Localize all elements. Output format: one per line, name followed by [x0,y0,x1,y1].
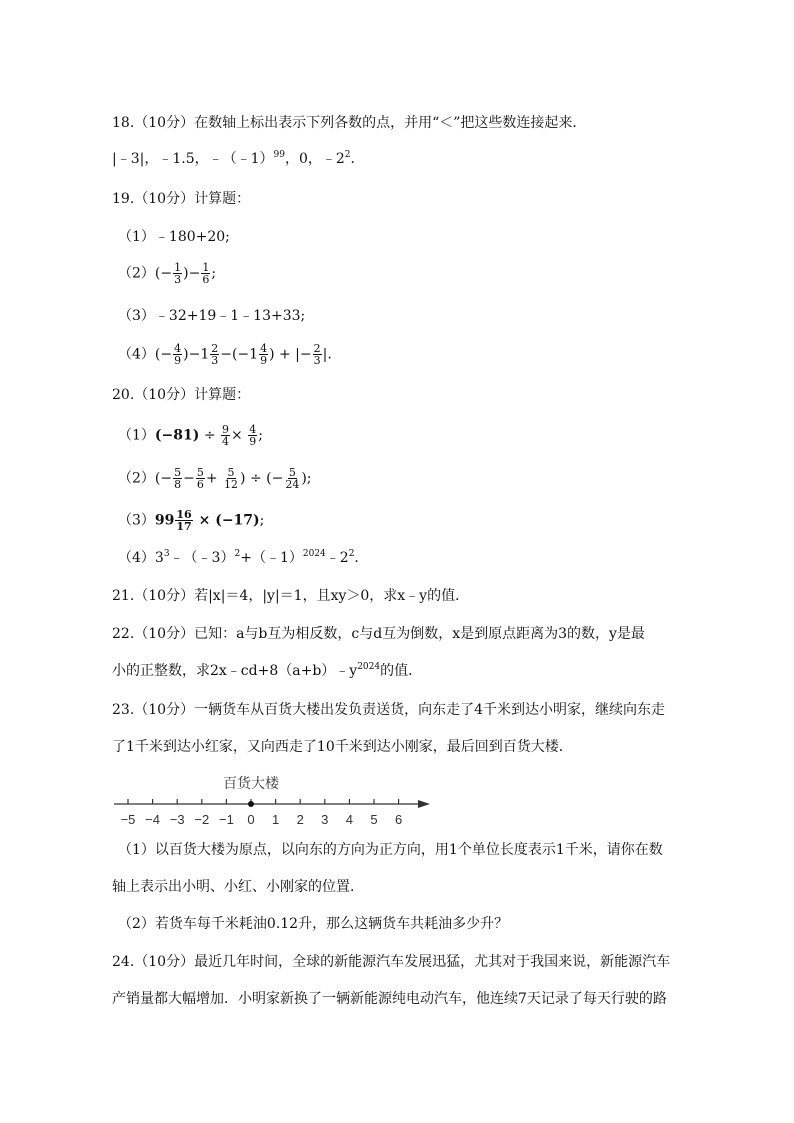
number-line-tick-label: 4 [345,812,354,827]
q19-title: 19.（10分）计算题： [112,191,251,207]
number-line-tick-label: 2 [296,812,304,827]
number-line-tick-label: 3 [321,812,329,827]
origin-point [248,801,254,807]
q21-text: 21.（10分）若|x|＝4，|y|＝1，且xy＞0，求x﹣y的值． [112,588,470,604]
q19-part3: （3）﹣32+19﹣1﹣13+33; [118,308,306,324]
q20-part2: （2）(− $\frac{5}{8}$ − $\frac{5}{6}$ + $\frac{5}{12}$ ) ÷ (− $\frac{5}{24}$ ); [118,466,312,491]
number-line-origin-label: 百货大楼 [223,775,279,791]
number-line-tick-label: −5 [120,812,136,827]
q24-line1: 24.（10分）最近几年时间，全球的新能源汽车发展迅猛，尤其对于我国来说，新能源汽车 [112,954,671,970]
q20-title: 20.（10分）计算题： [112,387,251,403]
q23-line2: 了1千米到达小红家，又向西走了10千米到达小刚家，最后回到百货大楼． [112,739,573,755]
q22-line1: 22.（10分）已知：a与b互为相反数，c与d互为倒数，x是到原点距离为3的数，y是最 [112,626,645,642]
number-line-figure [112,772,442,832]
number-line-tick-label: −1 [218,812,234,827]
number-line-tick-label: 6 [394,812,403,827]
q18-numbers: |﹣3|，﹣1.5，﹣（﹣1）$^{99}$，0，$﹣2^2$． [112,150,365,167]
q20-part4: $(4)3^3﹣(﹣3)^2+(﹣1)^{2024}﹣2^2$． [118,549,369,566]
q20-part1: （1）(−81) ÷ $\frac{9}{4}$ × $\frac{4}{9}$ ; [118,423,263,448]
q19-part2: （2）(− $\frac{1}{3}$ )− $\frac{1}{6}$ ; [118,261,217,286]
number-line-arrow [418,800,430,808]
q18-line1: 18.（10分）在数轴上标出表示下列各数的点，并用“＜”把这些数连接起来． [112,115,587,131]
q23-line1: 23.（10分）一辆货车从百货大楼出发负责送货，向东走了4千米到达小明家，继续向东走 [112,702,665,718]
number-line-svg [112,772,442,832]
q23-sub1-line2: 轴上表示出小明、小红、小刚家的位置． [112,879,364,895]
q23-sub1-line1: （1）以百货大楼为原点，以向东的方向为正方向，用1个单位长度表示1千米，请你在数 [118,842,663,858]
q22-line2: 小的正整数，求$2x﹣cd+8(a+b)﹣y^{2024}$的值． [112,662,423,679]
q23-sub2: （2）若货车每千米耗油0.12升，那么这辆货车共耗油多少升？ [118,916,509,932]
number-line-tick-label: 1 [271,812,280,827]
number-line-tick-label: −4 [145,812,161,827]
q19-part1: （1）﹣180+20; [118,229,230,245]
q19-part4: （4）(− $\frac{4}{9}$ )−1 $\frac{2}{3}$ −(−1 $\frac{4}{9}$ ) + |− $\frac{2}{3}$ |. [118,342,332,367]
number-line-tick-label: −3 [169,812,185,827]
number-line-tick-label: 0 [247,812,255,827]
number-line-tick-label: 5 [370,812,378,827]
q20-part3: （3）99 $\frac{16}{17}$ × (−17); [118,508,265,533]
number-line-tick-label: −2 [194,812,210,827]
q24-line2: 产销量都大幅增加．小明家新换了一辆新能源纯电动汽车，他连续7天记录了每天行驶的路 [112,991,667,1007]
